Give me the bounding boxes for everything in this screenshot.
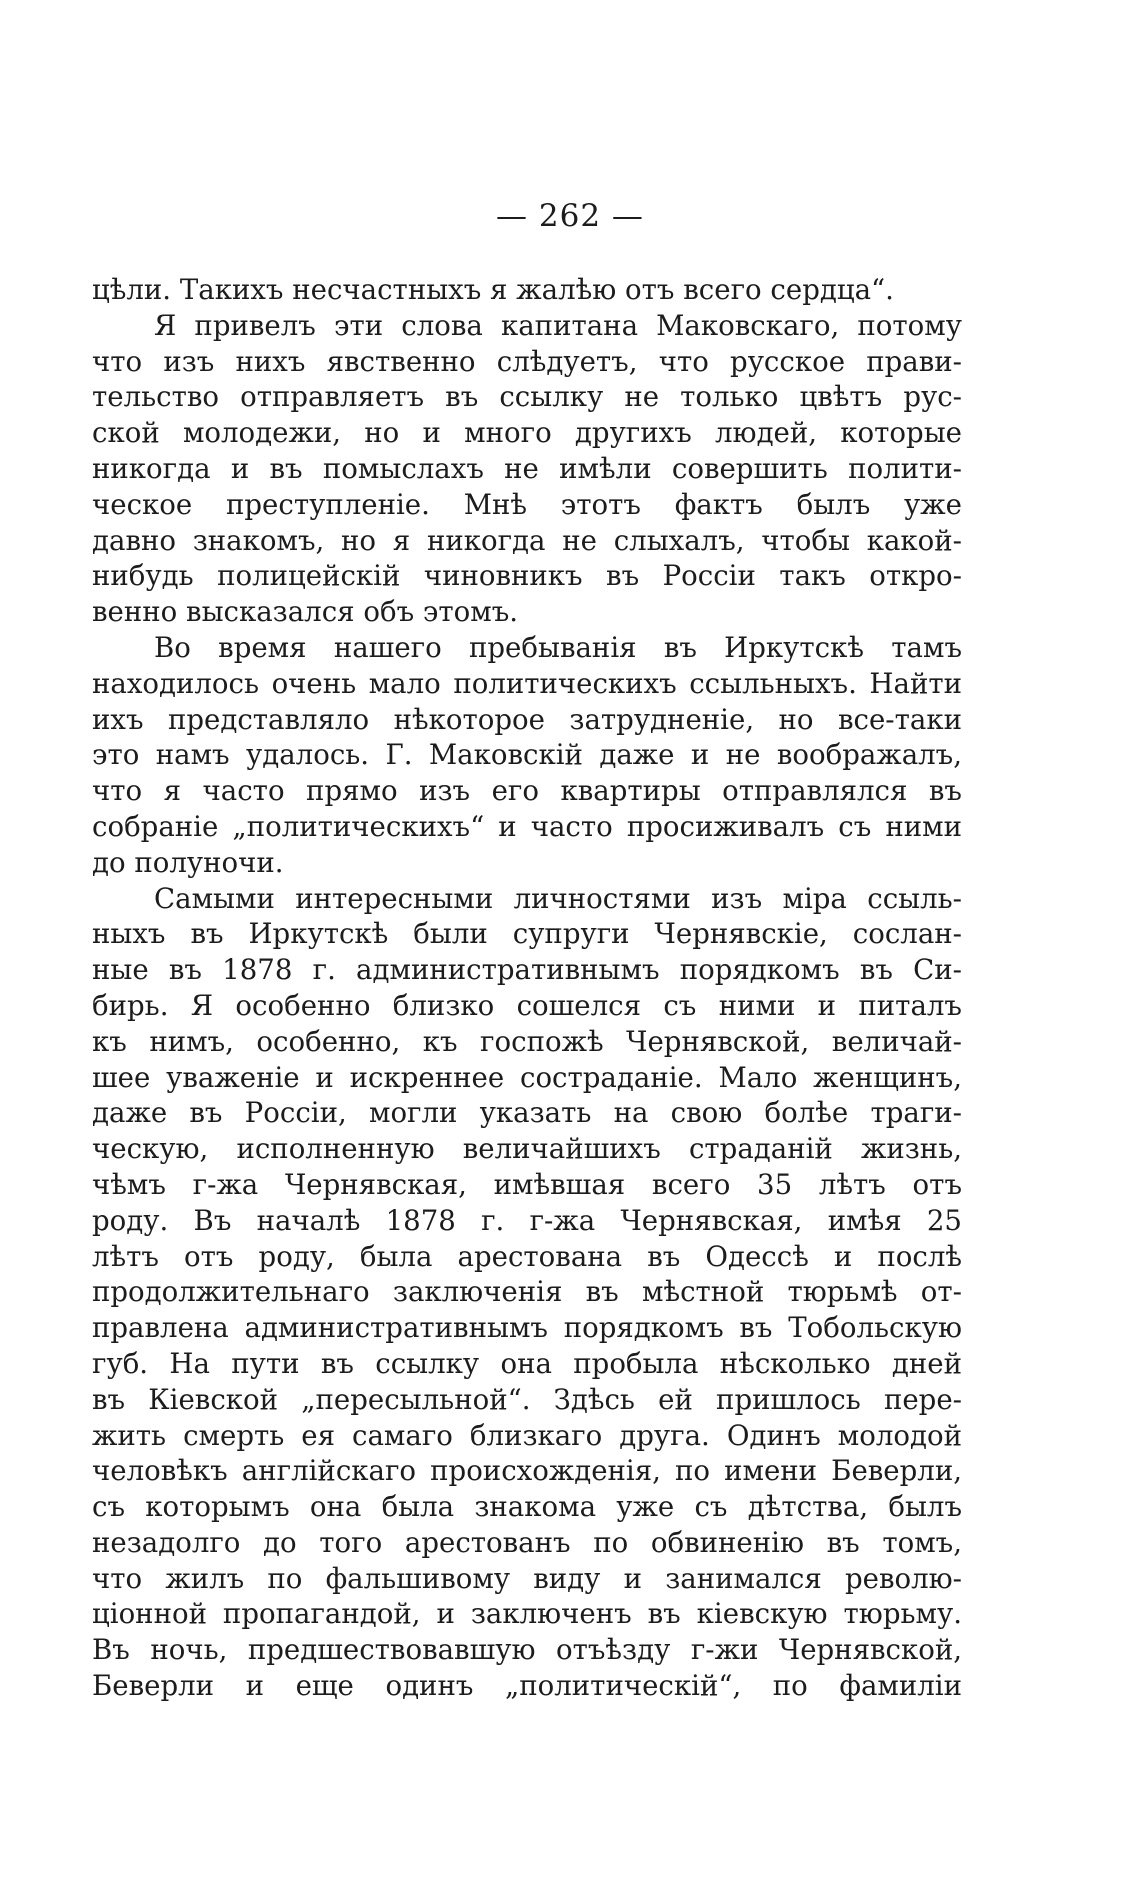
text-line: никогда и въ помыслахъ не имѣли совершить полити- <box>92 451 962 485</box>
text-line: незадолго до того арестованъ по обвиненію въ томъ, <box>92 1525 962 1559</box>
paragraph <box>92 308 962 630</box>
text-line: собраніе „политическихъ“ и часто просиживалъ съ ними <box>92 809 962 843</box>
text-line: до полуночи. <box>92 845 284 879</box>
text-line: бирь. Я особенно близко сошелся съ ними и питалъ <box>92 988 962 1022</box>
text-line: ціонной пропагандой, и заключенъ въ кіевскую тюрьму. <box>92 1597 962 1631</box>
text-line: ской молодежи, но и много другихъ людей, которые <box>92 416 962 450</box>
text-line: что я часто прямо изъ его квартиры отправлялся въ <box>92 774 962 808</box>
text-line: ихъ представляло нѣкоторое затрудненіе, но все-таки <box>92 702 962 736</box>
text-line: венно высказался объ этомъ. <box>92 595 519 629</box>
page-number: — 262 — <box>496 198 644 234</box>
text-line: находилось очень мало политическихъ ссыльныхъ. Найти <box>92 666 962 700</box>
text-line: ческую, исполненную величайшихъ страданій жизнь, <box>92 1132 962 1166</box>
text-line: давно знакомъ, но я никогда не слыхалъ, чтобы какой- <box>92 523 962 557</box>
text-line: жить смерть ея самаго близкаго друга. Одинъ молодой <box>92 1418 962 1452</box>
text-line: шее уваженіе и искреннее состраданіе. Мало женщинъ, <box>92 1060 962 1094</box>
text-line: Въ ночь, предшествовавшую отъѣзду г-жи Чернявской, <box>92 1633 962 1667</box>
body-text <box>92 272 962 1704</box>
text-line: нибудь полицейскій чиновникъ въ Россіи такъ откро- <box>92 559 962 593</box>
text-line: губ. На пути въ ссылку она пробыла нѣсколько дней <box>92 1346 962 1380</box>
text-line: Я привелъ эти слова капитана Маковскаго, потому <box>154 308 962 342</box>
text-line: даже въ Россіи, могли указать на свою болѣе траги- <box>92 1096 962 1130</box>
text-line: въ Кіевской „пересыльной“. Здѣсь ей пришлось пере- <box>92 1382 962 1416</box>
text-line: правлена административнымъ порядкомъ въ Тобольскую <box>92 1311 962 1345</box>
text-line: лѣтъ отъ роду, была арестована въ Одессѣ и послѣ <box>92 1239 962 1273</box>
paragraph <box>92 881 962 1704</box>
text-line: съ которымъ она была знакома уже съ дѣтства, былъ <box>92 1490 962 1524</box>
text-line: продолжительнаго заключенія въ мѣстной тюрьмѣ от- <box>92 1275 962 1309</box>
text-line: Во время нашего пребыванія въ Иркутскѣ тамъ <box>154 630 962 664</box>
text-line: человѣкъ англійскаго происхожденія, по имени Беверли, <box>92 1454 962 1488</box>
text-line: Самыми интересными личностями изъ міра ссыль- <box>154 881 962 915</box>
text-line: къ нимъ, особенно, къ госпожѣ Чернявской, величай- <box>92 1024 962 1058</box>
paragraph <box>92 272 962 308</box>
text-line: роду. Въ началѣ 1878 г. г-жа Чернявская, имѣя 25 <box>92 1203 962 1237</box>
text-line: Беверли и еще одинъ „политическій“, по фамиліи <box>92 1669 962 1703</box>
text-line: что изъ нихъ явственно слѣдуетъ, что русское прави- <box>92 344 962 378</box>
text-line: ные въ 1878 г. административнымъ порядкомъ въ Си- <box>92 953 962 987</box>
text-line: ческое преступленіе. Мнѣ этотъ фактъ былъ уже <box>92 487 962 521</box>
text-line: чѣмъ г-жа Чернявская, имѣвшая всего 35 лѣтъ отъ <box>92 1167 962 1201</box>
text-line: цѣли. Такихъ несчастныхъ я жалѣю отъ всего сердца“. <box>92 273 894 306</box>
paragraph <box>92 630 962 881</box>
text-line: тельство отправляетъ въ ссылку не только цвѣтъ рус- <box>92 380 962 414</box>
text-line: что жилъ по фальшивому виду и занимался револю- <box>92 1561 962 1595</box>
text-line: это намъ удалось. Г. Маковскій даже и не воображалъ, <box>92 738 962 772</box>
text-line: ныхъ въ Иркутскѣ были супруги Чернявскіе, сослан- <box>92 917 962 951</box>
